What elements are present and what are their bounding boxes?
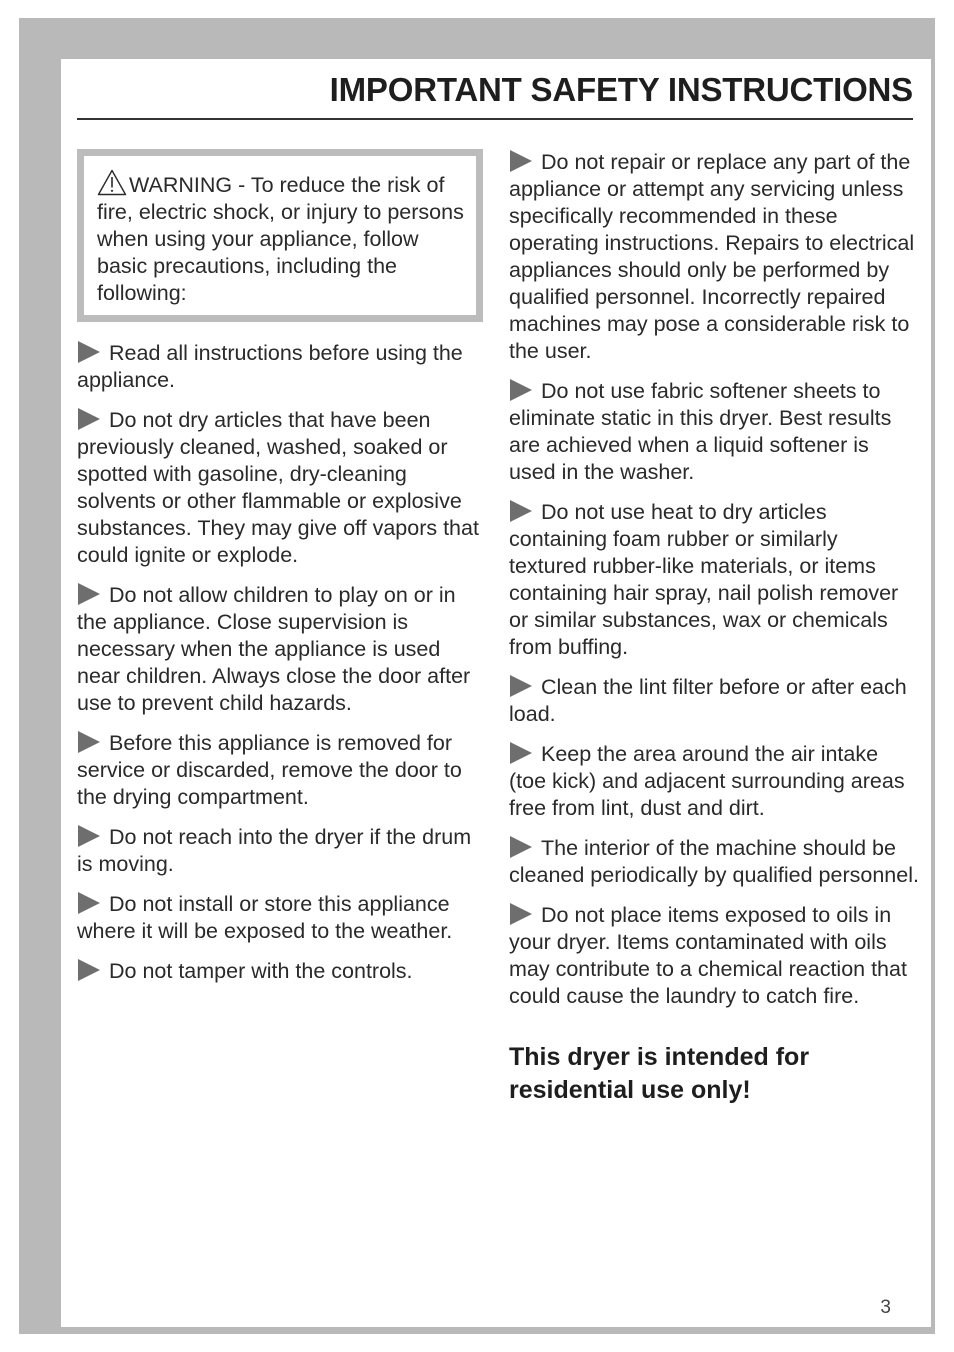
instruction-text: Do not dry articles that have been previously cleaned, washed, soaked or spotted with gasoline, dry-cleaning solvents or other flammable or explosive substances. They may give off vapors that could ignite or explode. xyxy=(77,408,479,567)
triangle-bullet-icon xyxy=(77,959,101,981)
instruction-item xyxy=(509,499,919,661)
warning-text: WARNING - To reduce the risk of fire, electric shock, or injury to persons when using your appliance, follow basic precautions, including the following: xyxy=(97,173,464,305)
instruction-item xyxy=(77,407,485,569)
page-frame xyxy=(19,18,935,1334)
warning-box xyxy=(77,149,483,322)
instruction-item xyxy=(77,730,485,811)
residential-use-notice: This dryer is intended for residential use only! xyxy=(509,1043,810,1104)
instruction-text: Do not use fabric softener sheets to eliminate static in this dryer. Best results are achieved when a liquid softener is used in the washer. xyxy=(509,379,892,484)
left-column xyxy=(77,149,485,998)
instruction-item xyxy=(509,378,919,486)
instruction-text: Do not tamper with the controls. xyxy=(109,959,413,983)
triangle-bullet-icon xyxy=(509,675,533,697)
instruction-text: Read all instructions before using the appliance. xyxy=(77,341,463,392)
right-column xyxy=(509,149,919,1107)
instruction-item xyxy=(509,741,919,822)
instruction-text: Do not reach into the dryer if the drum is moving. xyxy=(77,825,472,876)
instruction-item xyxy=(77,958,485,985)
instruction-text: Do not repair or replace any part of the appliance or attempt any servicing unless specifically recommended in these operating instructions. Repairs to electrical appliances should only be performed by qualified personnel. Incorrectly repaired machines may pose a considerable risk to the user. xyxy=(509,150,915,363)
instruction-item xyxy=(509,674,919,728)
triangle-bullet-icon xyxy=(77,408,101,430)
instruction-text: Do not allow children to play on or in the appliance. Close supervision is necessary when the appliance is used near children. Always close the door after use to prevent child hazards. xyxy=(77,583,471,715)
left-instructions-list xyxy=(77,340,485,985)
instruction-text: Do not place items exposed to oils in your dryer. Items contaminated with oils may contribute to a chemical reaction that could cause the laundry to catch fire. xyxy=(509,903,907,1008)
instruction-item xyxy=(77,824,485,878)
triangle-bullet-icon xyxy=(77,731,101,753)
triangle-bullet-icon xyxy=(509,836,533,858)
triangle-bullet-icon xyxy=(77,825,101,847)
instruction-text: Before this appliance is removed for service or discarded, remove the door to the drying compartment. xyxy=(77,731,462,809)
instruction-text: Clean the lint filter before or after each load. xyxy=(509,675,907,726)
instruction-text: Do not use heat to dry articles containing foam rubber or similarly textured rubber-like materials, or items containing hair spray, nail polish remover or similar substances, wax or chemicals from buffing. xyxy=(509,500,899,659)
warning-triangle-icon xyxy=(97,169,127,196)
instruction-text: Keep the area around the air intake (toe kick) and adjacent surrounding areas free from lint, dust and dirt. xyxy=(509,742,905,820)
triangle-bullet-icon xyxy=(77,892,101,914)
instruction-item xyxy=(509,149,919,365)
instruction-item xyxy=(77,582,485,717)
instruction-item xyxy=(77,891,485,945)
triangle-bullet-icon xyxy=(509,379,533,401)
document-page xyxy=(61,59,931,1327)
instruction-item xyxy=(77,340,485,394)
instruction-item xyxy=(509,835,919,889)
triangle-bullet-icon xyxy=(509,500,533,522)
page-title: IMPORTANT SAFETY INSTRUCTIONS xyxy=(329,71,913,108)
triangle-bullet-icon xyxy=(509,150,533,172)
triangle-bullet-icon xyxy=(77,583,101,605)
triangle-bullet-icon xyxy=(77,341,101,363)
header-divider xyxy=(77,118,913,120)
triangle-bullet-icon xyxy=(509,903,533,925)
right-instructions-list xyxy=(509,149,919,1010)
triangle-bullet-icon xyxy=(509,742,533,764)
page-number: 3 xyxy=(880,1297,891,1318)
instruction-text: The interior of the machine should be cleaned periodically by qualified personnel. xyxy=(509,836,919,887)
instruction-item xyxy=(509,902,919,1010)
instruction-text: Do not install or store this appliance where it will be exposed to the weather. xyxy=(77,892,453,943)
